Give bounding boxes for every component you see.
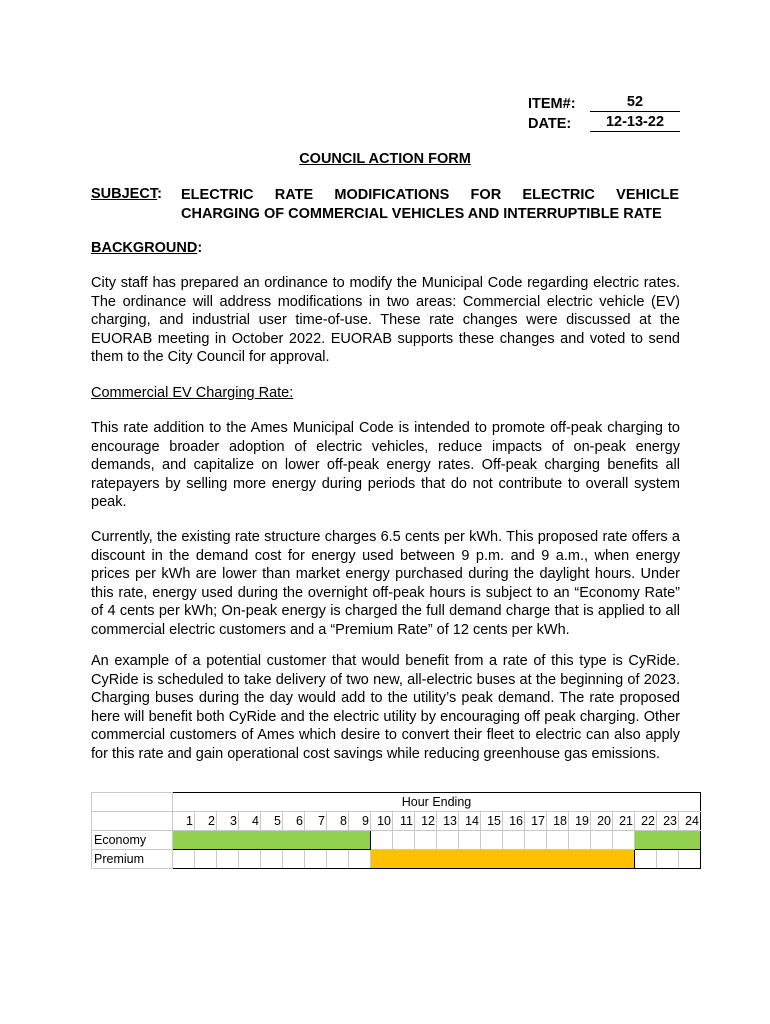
rate-cell-active	[635, 831, 657, 850]
rate-cell-active	[305, 831, 327, 850]
rate-cell	[613, 831, 635, 850]
rate-cell-active	[591, 850, 613, 869]
rate-cell	[437, 831, 459, 850]
hour-label: 7	[305, 812, 327, 831]
rate-cell	[503, 831, 525, 850]
hour-ending-header: Hour Ending	[173, 793, 701, 812]
rate-cell	[283, 850, 305, 869]
rate-row-label: Premium	[92, 850, 173, 869]
subject-label-colon: :	[157, 186, 162, 202]
hour-label: 19	[569, 812, 591, 831]
rate-cell	[459, 831, 481, 850]
rate-cell-active	[503, 850, 525, 869]
hour-label: 21	[613, 812, 635, 831]
hour-label: 14	[459, 812, 481, 831]
hour-label: 11	[393, 812, 415, 831]
rate-cell-active	[481, 850, 503, 869]
rate-schedule-table	[91, 792, 701, 869]
table-corner-cell	[92, 793, 173, 812]
item-row	[528, 92, 680, 112]
rate-cell-active	[525, 850, 547, 869]
hour-label: 6	[283, 812, 305, 831]
rate-cell-active	[547, 850, 569, 869]
hour-label: 1	[173, 812, 195, 831]
background-heading-text: BACKGROUND	[91, 240, 198, 256]
hour-label: 9	[349, 812, 371, 831]
subject-line-2: CHARGING OF COMMERCIAL VEHICLES AND INTERRUPTIBLE RATE	[181, 206, 662, 222]
item-label: ITEM#:	[528, 96, 576, 112]
rate-cell	[635, 850, 657, 869]
rate-cell	[657, 850, 679, 869]
rate-cell	[239, 850, 261, 869]
rate-cell-active	[283, 831, 305, 850]
date-label: DATE:	[528, 116, 572, 132]
hour-label: 5	[261, 812, 283, 831]
rate-row-label: Economy	[92, 831, 173, 850]
ev-paragraph-2: Currently, the existing rate structure charges 6.5 cents per kWh. This proposed rate offers a discount in the demand cost for energy used between 9 p.m. and 9 a.m., when energy prices per kWh are lower than market energy purchased during the daylight hours. Under this rate, energy used during the overnight off-peak hours is subject to an “Economy Rate” of 4 cents per kWh; On-peak energy is charged the full demand charge that is applied to all commercial electric customers and a “Premium Rate” of 12 cents per kWh.	[91, 529, 680, 638]
rate-cell	[173, 850, 195, 869]
rate-cell	[217, 850, 239, 869]
hour-label: 22	[635, 812, 657, 831]
rate-cell-active	[327, 831, 349, 850]
rate-cell	[525, 831, 547, 850]
rate-cell	[261, 850, 283, 869]
hour-label: 10	[371, 812, 393, 831]
rate-cell-active	[437, 850, 459, 869]
hour-label: 16	[503, 812, 525, 831]
hour-label: 18	[547, 812, 569, 831]
hour-label: 3	[217, 812, 239, 831]
rate-cell-active	[613, 850, 635, 869]
hour-label: 15	[481, 812, 503, 831]
rate-cell-active	[371, 850, 393, 869]
rate-cell-active	[261, 831, 283, 850]
rate-cell	[371, 831, 393, 850]
rate-cell-active	[195, 831, 217, 850]
background-heading	[91, 240, 202, 256]
rate-cell-active	[569, 850, 591, 869]
hour-label: 13	[437, 812, 459, 831]
hour-label: 20	[591, 812, 613, 831]
rate-cell-active	[657, 831, 679, 850]
rate-cell	[569, 831, 591, 850]
date-row	[528, 112, 680, 132]
rate-cell-active	[217, 831, 239, 850]
rate-cell-active	[349, 831, 371, 850]
rate-cell	[305, 850, 327, 869]
hour-label: 2	[195, 812, 217, 831]
hour-label: 12	[415, 812, 437, 831]
hour-number-row	[92, 812, 701, 831]
rate-cell-active	[173, 831, 195, 850]
rate-cell-active	[459, 850, 481, 869]
rate-cell	[679, 850, 701, 869]
rate-cell	[547, 831, 569, 850]
rate-row-economy	[92, 831, 701, 850]
subject-label	[91, 186, 162, 202]
hour-label: 17	[525, 812, 547, 831]
item-number: 52	[590, 94, 680, 112]
background-heading-colon: :	[197, 240, 203, 256]
date-value: 12-13-22	[590, 114, 680, 132]
form-title: COUNCIL ACTION FORM	[299, 151, 471, 167]
hour-label: 8	[327, 812, 349, 831]
subject-label-text: SUBJECT	[91, 186, 158, 202]
rate-cell	[415, 831, 437, 850]
subject-line-1: ELECTRIC RATE MODIFICATIONS FOR ELECTRIC VEHICLE	[181, 187, 679, 203]
rate-cell	[349, 850, 371, 869]
rate-cell-active	[239, 831, 261, 850]
rate-cell	[327, 850, 349, 869]
table-header-row	[92, 793, 701, 812]
rate-cell	[393, 831, 415, 850]
rate-cell	[591, 831, 613, 850]
rate-cell	[195, 850, 217, 869]
background-paragraph: City staff has prepared an ordinance to modify the Municipal Code regarding electric rates. The ordinance will address modifications in two areas: Commercial electric vehicle (EV) charging, and industrial user time-of-use. These rate changes were discussed at the EUORAB meeting in October 2022. EUORAB supports these changes and voted to send them to the City Council for approval.	[91, 275, 680, 366]
ev-paragraph-3: An example of a potential customer that would benefit from a rate of this type is CyRide. CyRide is scheduled to take delivery of two new, all-electric buses at the beginning of 2023. Charging buses during the day would add to the utility’s peak demand. The rate proposed here will benefit both CyRide and the electric utility by encouraging off peak charging. Other commercial customers of Ames which desire to convert their fleet to electric can also apply for this rate and gain operational cost savings while reducing greenhouse gas emissions.	[91, 653, 680, 762]
hour-label: 4	[239, 812, 261, 831]
ev-paragraph-1: This rate addition to the Ames Municipal Code is intended to promote off-peak charging to encourage broader adoption of electric vehicles, reduce impacts of on-peak energy demands, and capitalize on lower off-peak energy rates. Off-peak charging benefits all ratepayers by selling more energy during periods that do not contribute to overall system peak.	[91, 420, 680, 511]
rate-cell-active	[393, 850, 415, 869]
subject-text	[181, 186, 679, 224]
item-date-block	[528, 92, 680, 132]
rate-row-premium	[92, 850, 701, 869]
table-blank-cell	[92, 812, 173, 831]
ev-section-heading: Commercial EV Charging Rate:	[91, 385, 294, 401]
rate-cell-active	[679, 831, 701, 850]
hour-label: 24	[679, 812, 701, 831]
rate-cell-active	[415, 850, 437, 869]
hour-label: 23	[657, 812, 679, 831]
rate-cell	[481, 831, 503, 850]
